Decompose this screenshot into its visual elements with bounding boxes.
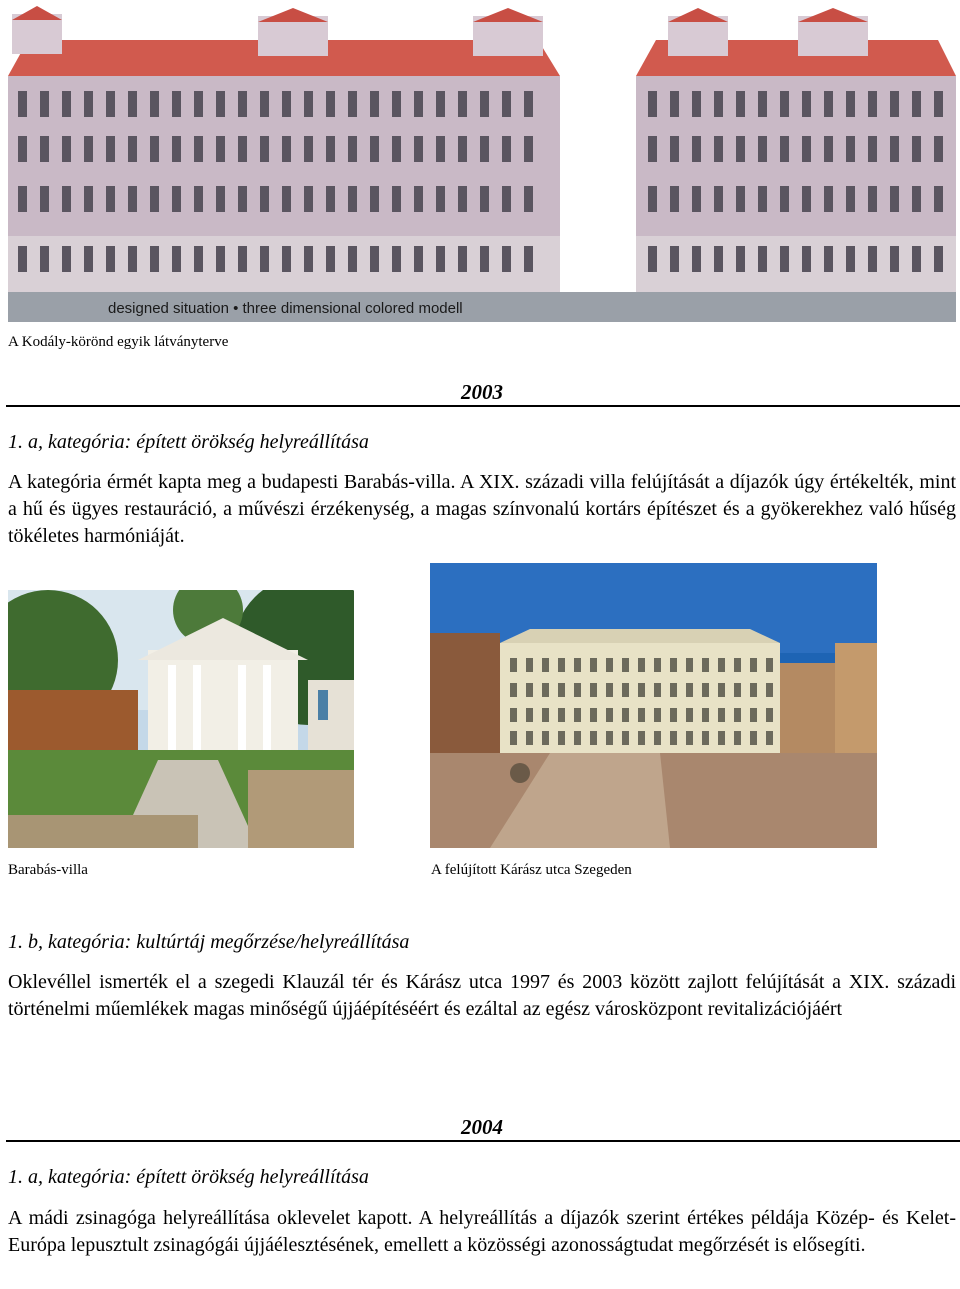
section-divider-2004 — [6, 1140, 960, 1142]
paragraph-2003b: Oklevéllel ismerték el a szegedi Klauzál tér és Kárász utca 1997 és 2003 között zajlott felújítását a XIX. századi történelmi műemlékek magas minőségű újjáépítéséért és ezáltal az egész városközpont revitalizációjáért — [8, 971, 956, 1020]
barabas-villa-photo — [8, 590, 354, 848]
category-heading-1a-2004: 1. a, kategória: épített örökség helyreállítása — [8, 1166, 369, 1188]
category-heading-1b-2003: 1. b, kategória: kultúrtáj megőrzése/helyreállítása — [8, 931, 410, 953]
facade-overlay-text: designed situation • three dimensional colored modell — [108, 300, 463, 317]
year-2003-heading: 2003 — [461, 380, 503, 404]
paragraph-2004: A mádi zsinagóga helyreállítása oklevelet kapott. A helyreállítás a díjazók szerint értékes példája Közép- és Kelet-Európa lepusztult zsinagógái újjáélesztésének, emellett a közösségi azonosságtudat megőrzését is elősegíti. — [8, 1207, 956, 1256]
barabas-villa-caption: Barabás-villa — [8, 862, 88, 878]
facade-caption: A Kodály-körönd egyik látványterve — [8, 334, 229, 350]
section-divider-2003 — [6, 405, 960, 407]
karasz-street-photo — [430, 563, 877, 848]
facade-rendering-image — [8, 6, 956, 322]
karasz-street-caption: A felújított Kárász utca Szegeden — [431, 862, 632, 878]
year-2004-heading: 2004 — [461, 1115, 503, 1139]
paragraph-2003: A kategória érmét kapta meg a budapesti Barabás-villa. A XIX. századi villa felújítását a díjazók úgy értékelték, mint a hű és ügyes restauráció, a művészi érzékenység, a magas színvonalú kortárs építészet és a gyökerekhez való hűség tökéletes harmóniáját. — [8, 471, 956, 547]
category-heading-1a-2003: 1. a, kategória: épített örökség helyreállítása — [8, 431, 369, 453]
